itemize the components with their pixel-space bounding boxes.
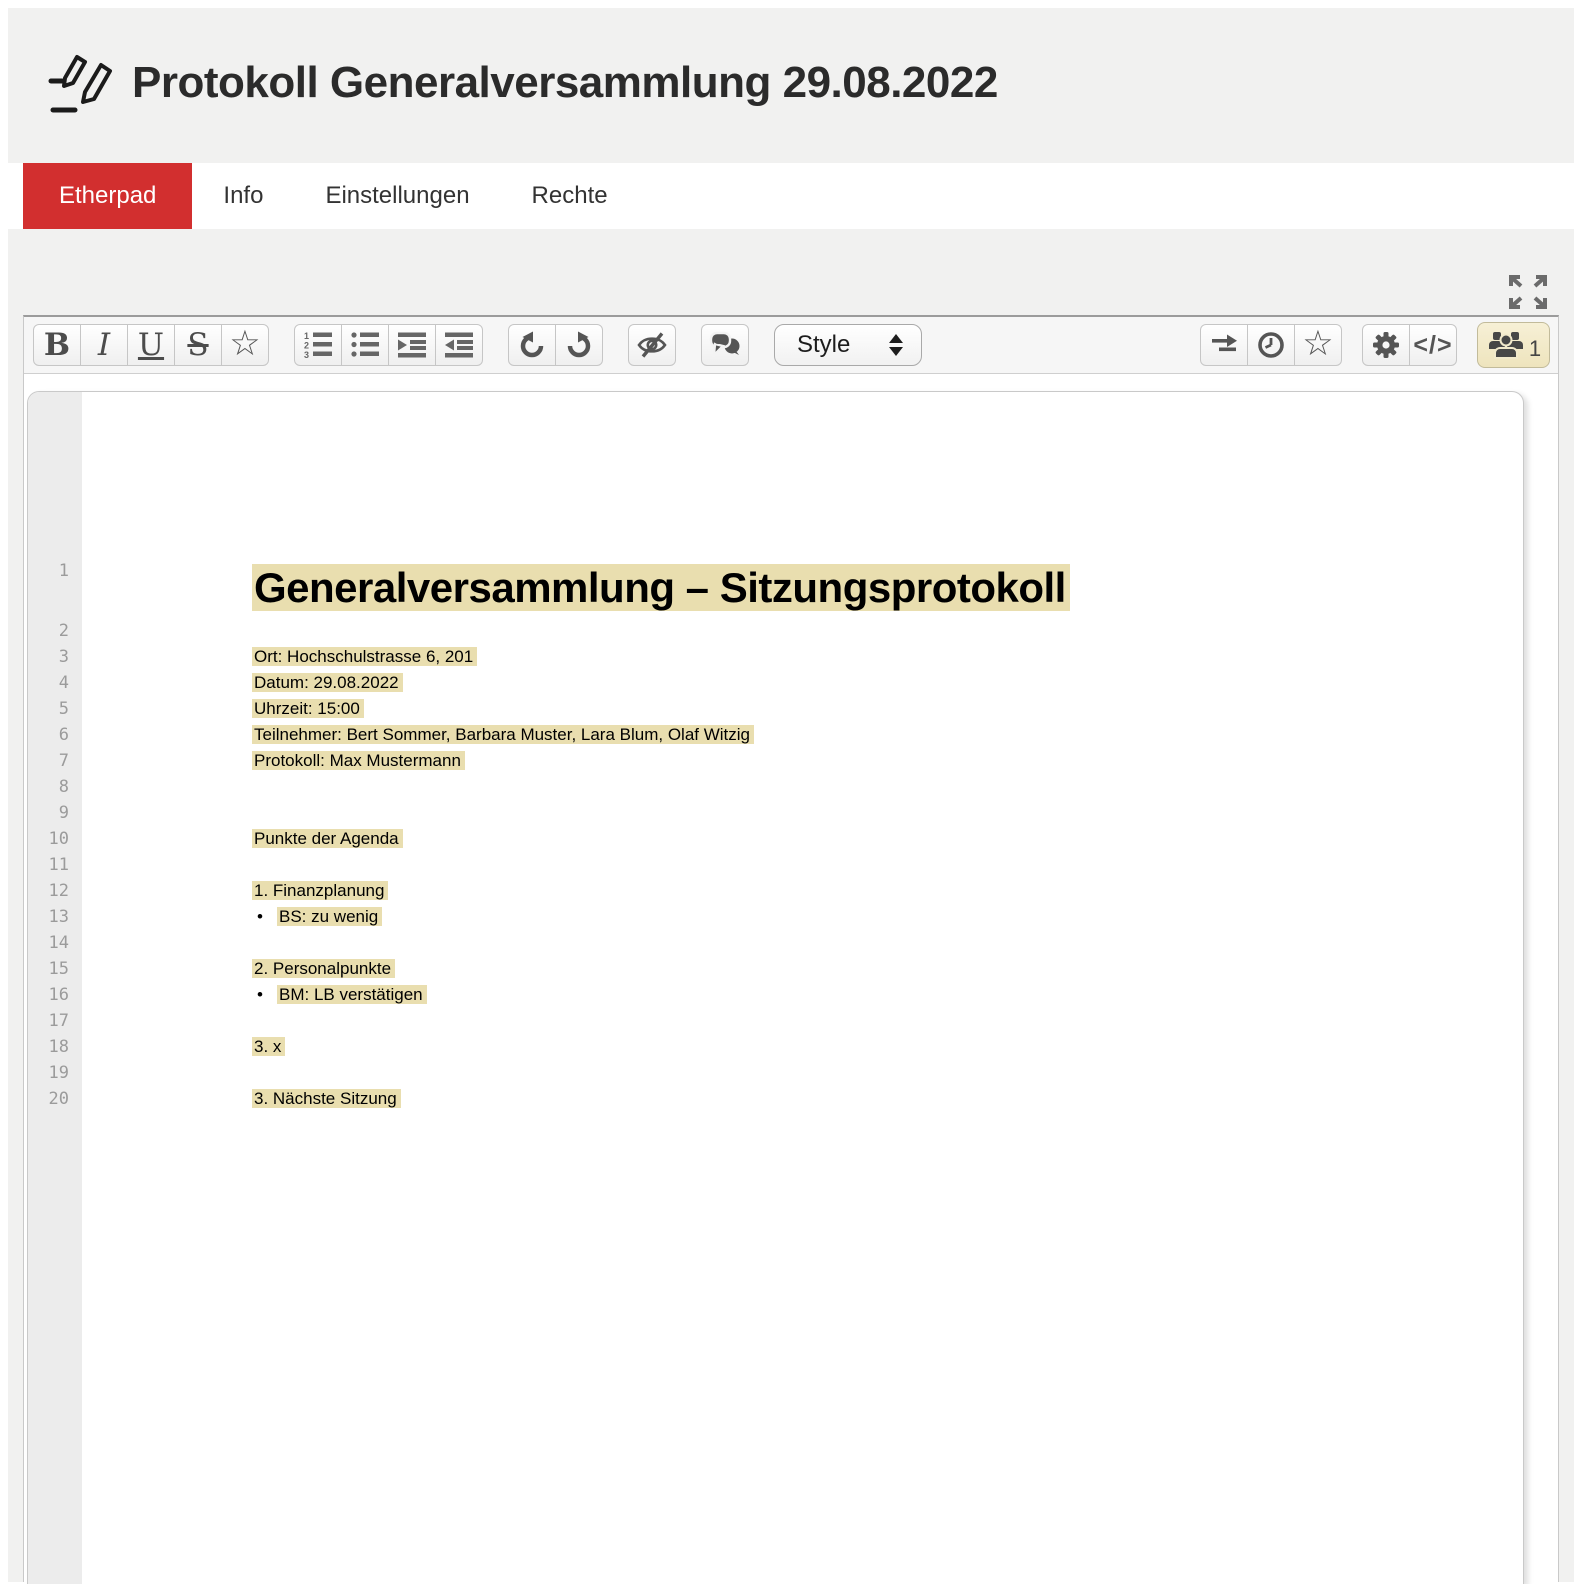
bold-button[interactable] [33,324,81,366]
editor-line[interactable] [28,722,1523,748]
line-number: 20 [48,1089,69,1109]
document-text: 3. x [252,1037,285,1056]
connected-users-button[interactable] [1477,322,1550,368]
line-number: 11 [48,855,69,875]
editor-line[interactable] [28,956,1523,982]
document-text: Teilnehmer: Bert Sommer, Barbara Muster, Lara Blum, Olaf Witzig [252,725,754,744]
line-content [82,670,403,696]
line-content [82,1086,401,1112]
editor-line[interactable] [28,1086,1523,1112]
tab-etherpad[interactable]: Etherpad [23,163,192,229]
document-text: BS: zu wenig [277,907,382,926]
editor-line[interactable] [28,852,1523,878]
bold-icon: B [43,326,71,363]
editor-line[interactable] [28,552,1523,618]
document-text: Punkte der Agenda [252,829,403,848]
document-heading: Generalversammlung – Sitzungsprotokoll [252,564,1070,611]
unordered-list-button[interactable] [341,324,389,366]
underline-button[interactable] [127,324,175,366]
settings-button[interactable] [1362,324,1410,366]
editor-line[interactable] [28,826,1523,852]
undo-button[interactable] [508,324,556,366]
document-text: Ort: Hochschulstrasse 6, 201 [252,647,477,666]
eye-slash-icon [636,330,668,360]
dropdown-arrows-icon [889,334,921,356]
underline-icon: U [137,326,165,363]
line-number: 18 [48,1037,69,1057]
editor-line[interactable] [28,982,1523,1008]
import-export-button[interactable] [1200,324,1248,366]
fullscreen-button[interactable] [1508,274,1548,310]
editor-line[interactable] [28,748,1523,774]
redo-icon [564,330,594,360]
document-text: Uhrzeit: 15:00 [252,699,364,718]
line-content [82,696,364,722]
app-background [8,8,1574,1582]
editor-content[interactable] [28,552,1523,1112]
editor-line[interactable] [28,930,1523,956]
line-content [82,956,395,982]
editor-line[interactable] [28,1008,1523,1034]
bullet-marker: • [257,985,263,1004]
editor-line[interactable] [28,1034,1523,1060]
line-number: 2 [58,621,69,641]
gear-icon [1371,330,1401,360]
line-content [82,878,388,904]
tab-einstellungen[interactable]: Einstellungen [325,182,470,209]
pad-tools-group [1200,324,1342,366]
line-number: 13 [48,907,69,927]
undo-redo-group [508,324,603,366]
comment-icon [709,331,741,359]
import-export-icon [1209,331,1239,359]
line-number: 5 [58,699,69,719]
editor-line[interactable] [28,878,1523,904]
nav-bar [8,163,1574,229]
tab-info[interactable]: Info [223,182,264,209]
line-number: 12 [48,881,69,901]
document-text: 1. Finanzplanung [252,881,388,900]
outdent-icon [445,331,473,359]
editor-line[interactable] [28,644,1523,670]
strikethrough-button[interactable] [174,324,222,366]
style-dropdown[interactable] [774,324,922,366]
line-content [82,552,1070,613]
italic-icon: I [97,326,111,363]
indent-icon [398,331,426,359]
star-icon: ☆ [1302,324,1334,363]
line-content [82,1034,285,1060]
line-content [82,826,403,852]
line-content [82,748,465,774]
clock-icon [1256,330,1286,360]
pad-header [8,8,1574,163]
line-number: 14 [48,933,69,953]
line-number: 6 [58,725,69,745]
line-number: 10 [48,829,69,849]
editor-line[interactable] [28,774,1523,800]
ordered-list-icon [304,331,332,359]
unordered-list-icon [351,331,379,359]
line-content [82,904,382,930]
document-text: 2. Personalpunkte [252,959,395,978]
pad-title: Protokoll Generalversammlung 29.08.2022 [132,58,998,107]
line-number: 17 [48,1011,69,1031]
line-number: 1 [58,561,69,581]
editor-line[interactable] [28,618,1523,644]
line-number: 4 [58,673,69,693]
ordered-list-button[interactable] [294,324,342,366]
list-button-group [294,324,483,366]
redo-button[interactable] [555,324,603,366]
svg-text:1: 1 [304,331,310,341]
outdent-button[interactable] [435,324,483,366]
svg-text:3: 3 [304,350,310,359]
line-number: 7 [58,751,69,771]
undo-icon [517,330,547,360]
line-number: 16 [48,985,69,1005]
line-number: 8 [58,777,69,797]
saved-revision-button[interactable] [1294,324,1342,366]
document-text: 3. Nächste Sitzung [252,1089,401,1108]
editor-line[interactable] [28,696,1523,722]
embed-button[interactable] [1409,324,1457,366]
line-number: 15 [48,959,69,979]
authorship-colors-button[interactable] [628,324,676,366]
style-dropdown-value: Style [797,331,851,358]
strikethrough-icon: S [187,326,209,363]
highlight-style-button[interactable] [221,324,269,366]
line-content [82,644,477,670]
users-count: 1 [1528,336,1542,361]
editor-line[interactable] [28,904,1523,930]
document-text: Datum: 29.08.2022 [252,673,403,692]
editor-line[interactable] [28,670,1523,696]
line-number: 19 [48,1063,69,1083]
tab-rechte[interactable]: Rechte [531,182,608,209]
editor-toolbar [24,317,1558,374]
users-icon [1486,329,1526,361]
editor-line[interactable] [28,1060,1523,1086]
editor-line[interactable] [28,800,1523,826]
format-button-group [33,324,269,366]
document-text: Protokoll: Max Mustermann [252,751,465,770]
settings-group [1362,324,1457,366]
editor-shell [23,315,1559,1582]
timeslider-button[interactable] [1247,324,1295,366]
comment-button[interactable] [701,324,749,366]
svg-text:2: 2 [304,340,310,351]
etherpad-logo-icon [46,50,116,122]
line-number: 3 [58,647,69,667]
bullet-marker: • [257,907,263,926]
indent-button[interactable] [388,324,436,366]
document-text: BM: LB verstätigen [277,985,427,1004]
line-content [82,982,427,1008]
star-icon: ☆ [229,324,261,363]
embed-code-icon: </> [1413,330,1453,359]
line-content [82,722,754,748]
line-number: 9 [58,803,69,823]
fullscreen-icon [1508,274,1548,310]
document-page [27,391,1524,1584]
italic-button[interactable] [80,324,128,366]
